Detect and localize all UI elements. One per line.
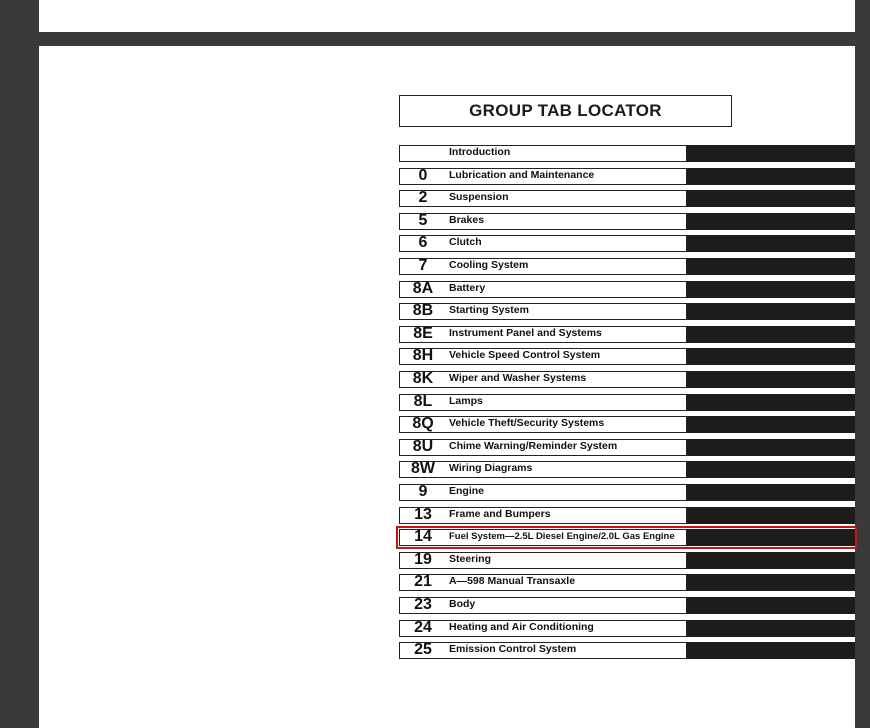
group-label: Cooling System (449, 259, 529, 271)
group-row[interactable] (399, 416, 855, 433)
group-row[interactable] (399, 348, 855, 365)
group-number: 19 (414, 551, 432, 568)
group-number: 23 (414, 596, 432, 613)
group-label: Frame and Bumpers (449, 508, 551, 520)
group-number: 2 (418, 189, 428, 206)
group-label: Introduction (449, 146, 511, 158)
group-row[interactable] (399, 461, 855, 478)
group-label: Wiring Diagrams (449, 462, 533, 474)
group-tab-marker[interactable] (687, 348, 855, 365)
group-number: 8B (412, 302, 434, 319)
group-tab-marker[interactable] (687, 574, 855, 591)
group-row[interactable] (399, 507, 855, 524)
group-number: 5 (418, 212, 428, 229)
group-number: 9 (418, 483, 428, 500)
group-tab-marker[interactable] (687, 642, 855, 659)
group-number: 7 (418, 257, 428, 274)
group-tab-marker[interactable] (687, 416, 855, 433)
group-row[interactable] (399, 303, 855, 320)
group-row[interactable] (399, 529, 855, 546)
group-row[interactable] (399, 258, 855, 275)
group-tab-marker[interactable] (687, 235, 855, 252)
group-tab-marker[interactable] (687, 461, 855, 478)
group-number: 8W (411, 460, 435, 477)
group-label: Emission Control System (449, 643, 577, 655)
highlight-box (396, 526, 857, 549)
group-row[interactable] (399, 145, 855, 162)
group-row[interactable] (399, 326, 855, 343)
group-tab-marker[interactable] (687, 281, 855, 298)
page-title: GROUP TAB LOCATOR (399, 95, 732, 127)
group-row[interactable] (399, 190, 855, 207)
group-row[interactable] (399, 394, 855, 411)
group-number: 8U (412, 438, 434, 455)
group-label: Instrument Panel and Systems (449, 327, 602, 339)
group-label: Battery (449, 282, 486, 294)
group-row[interactable] (399, 213, 855, 230)
group-cell (399, 145, 687, 162)
group-label: Heating and Air Conditioning (449, 621, 594, 633)
group-tab-marker[interactable] (687, 303, 855, 320)
group-number: 0 (418, 167, 428, 184)
group-row[interactable] (399, 642, 855, 659)
group-tab-marker[interactable] (687, 394, 855, 411)
group-tab-marker[interactable] (687, 597, 855, 614)
group-tab-marker[interactable] (687, 620, 855, 637)
group-label: Lamps (449, 395, 483, 407)
group-tab-marker[interactable] (687, 145, 855, 162)
group-row[interactable] (399, 574, 855, 591)
group-tab-marker[interactable] (687, 484, 855, 501)
group-row[interactable] (399, 235, 855, 252)
group-tab-marker[interactable] (687, 213, 855, 230)
group-row[interactable] (399, 620, 855, 637)
group-label: Wiper and Washer Systems (449, 372, 587, 384)
group-tab-marker[interactable] (687, 371, 855, 388)
group-tab-marker[interactable] (687, 439, 855, 456)
group-number: 21 (414, 573, 432, 590)
group-row[interactable] (399, 552, 855, 569)
group-label: Chime Warning/Reminder System (449, 440, 618, 452)
group-label: Starting System (449, 304, 529, 316)
group-tab-marker[interactable] (687, 168, 855, 185)
group-row[interactable] (399, 168, 855, 185)
group-label: Body (449, 598, 476, 610)
group-row[interactable] (399, 597, 855, 614)
group-number: 8H (412, 347, 434, 364)
group-tab-marker[interactable] (687, 507, 855, 524)
group-label: Fuel System—2.5L Diesel Engine/2.0L Gas Engine (449, 531, 675, 542)
group-label: A—598 Manual Transaxle (449, 575, 576, 587)
group-number: 24 (414, 619, 432, 636)
group-number: 13 (414, 506, 432, 523)
group-number: 8E (413, 325, 433, 342)
group-number: 25 (414, 641, 432, 658)
group-label: Clutch (449, 236, 482, 248)
group-tab-marker[interactable] (687, 258, 855, 275)
group-number: 14 (414, 528, 432, 545)
group-tab-marker[interactable] (687, 190, 855, 207)
group-row[interactable] (399, 484, 855, 501)
previous-page-bottom (39, 0, 855, 32)
group-row[interactable] (399, 281, 855, 298)
group-tab-marker[interactable] (687, 552, 855, 569)
group-label: Steering (449, 553, 492, 565)
group-tab-marker[interactable] (687, 326, 855, 343)
group-number: 8K (412, 370, 434, 387)
group-number: 8L (413, 393, 433, 410)
group-label: Vehicle Theft/Security Systems (449, 417, 605, 429)
group-number: 6 (418, 234, 428, 251)
group-row[interactable] (399, 439, 855, 456)
group-label: Engine (449, 485, 485, 497)
group-row[interactable] (399, 371, 855, 388)
group-label: Suspension (449, 191, 509, 203)
group-label: Vehicle Speed Control System (449, 349, 601, 361)
group-label: Brakes (449, 214, 485, 226)
group-number: 8Q (412, 415, 434, 432)
group-label: Lubrication and Maintenance (449, 169, 595, 181)
group-number: 8A (412, 280, 434, 297)
